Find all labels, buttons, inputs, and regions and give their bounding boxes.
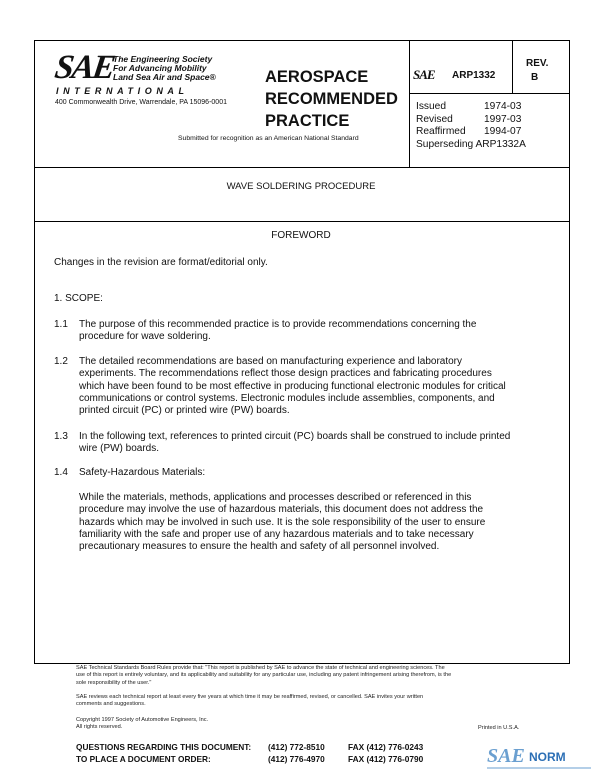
sae-small-logo: SAE bbox=[413, 67, 435, 82]
ansi-submission-note: Submitted for recognition as an American National Standard bbox=[178, 135, 359, 142]
rev-column-divider bbox=[512, 41, 513, 93]
docnum-divider bbox=[409, 93, 569, 94]
document-type-title: AEROSPACE RECOMMENDED PRACTICE bbox=[265, 68, 398, 130]
section-number: 1.3 bbox=[54, 431, 68, 442]
questions-row: QUESTIONS REGARDING THIS DOCUMENT: bbox=[76, 742, 252, 752]
date-revised: Revised 1997-03 bbox=[416, 113, 522, 125]
sae-norm-logo bbox=[487, 744, 593, 777]
document-title: WAVE SOLDERING PROCEDURE bbox=[226, 181, 376, 192]
section-1-1-text: The purpose of this recommended practice is to provide recommendations concerning the procedure for wave soldering. bbox=[79, 319, 477, 343]
sae-tagline: The Engineering Society For Advancing Mobility Land Sea Air and Space® bbox=[113, 54, 216, 82]
section-number: 1.1 bbox=[54, 319, 68, 330]
title-divider bbox=[35, 221, 569, 222]
section-1-4-heading: Safety-Hazardous Materials: bbox=[79, 467, 206, 478]
section-1-2-text: The detailed recommendations are based on manufacturing experience and laboratory experiments. The recommendations reflect those design practices and fabricating procedures which have been found to be most effective in producing functional electronic modules for critical communications or control systems. Electronic modules include assemblies, components, and printed circuit (PC) or printed wire (PW) boards. bbox=[79, 356, 506, 417]
section-1-3-text: In the following text, references to printed circuit (PC) boards shall be construed to include printed wire (PW) boards. bbox=[79, 431, 511, 455]
questions-phone: (412) 772-8510 bbox=[268, 742, 325, 752]
sae-international-wordmark: INTERNATIONAL bbox=[56, 86, 189, 96]
review-note: SAE reviews each technical report at least every five years at which time it may be reaffirmed, revised, or cancelled. SAE invites your written comments and suggestions. bbox=[76, 694, 424, 708]
date-reaffirmed: Reaffirmed 1994-07 bbox=[416, 126, 522, 137]
svg-text:NORM: NORM bbox=[529, 750, 566, 764]
copyright-note: Copyright 1997 Society of Automotive Engineers, Inc. All rights reserved. bbox=[76, 717, 209, 731]
printed-in: Printed in U.S.A. bbox=[478, 725, 520, 731]
foreword-heading: FOREWORD bbox=[271, 230, 331, 241]
section-number: 1.2 bbox=[54, 356, 68, 367]
revision-label: REV. bbox=[526, 58, 549, 69]
questions-fax: FAX (412) 776-0243 bbox=[348, 742, 424, 752]
svg-text:SAE: SAE bbox=[487, 745, 525, 767]
rules-note: SAE Technical Standards Board Rules provide that: "This report is published by SAE to advance the state of technical and engineering sciences. The use of this report is entirely voluntary, and its applicability and suitability for any particular use, including any patent infringement arising therefrom, is the sole responsibility of the user." bbox=[76, 665, 452, 686]
sae-norm-logo-graphic bbox=[487, 744, 593, 772]
scope-heading: 1. SCOPE: bbox=[54, 293, 103, 304]
superseding: Superseding ARP1332A bbox=[416, 138, 526, 150]
revision-value: B bbox=[531, 72, 539, 83]
foreword-text: Changes in the revision are format/editorial only. bbox=[54, 257, 268, 268]
section-number: 1.4 bbox=[54, 467, 68, 478]
date-issued: Issued 1974-03 bbox=[416, 101, 522, 112]
sae-logo: SAE bbox=[52, 49, 116, 86]
order-phone: (412) 776-4970 bbox=[268, 754, 325, 764]
sae-address: 400 Commonwealth Drive, Warrendale, PA 15096-0001 bbox=[55, 99, 227, 106]
safety-paragraph: While the materials, methods, applications and processes described or referenced in this procedure may involve the use of hazardous materials, this document does not address the hazards which may be involved in such use. It is the sole responsibility of the user to ensure familiarity with the safe and proper use of any hazardous materials and to take necessary precautionary measures to ensure the health and safety of all personnel involved. bbox=[79, 492, 486, 553]
document-number: ARP1332 bbox=[452, 70, 496, 81]
header-column-divider bbox=[409, 41, 410, 167]
header-divider bbox=[35, 167, 569, 168]
order-row: TO PLACE A DOCUMENT ORDER: bbox=[76, 754, 211, 764]
order-fax: FAX (412) 776-0790 bbox=[348, 754, 424, 764]
document-dates bbox=[416, 101, 526, 151]
